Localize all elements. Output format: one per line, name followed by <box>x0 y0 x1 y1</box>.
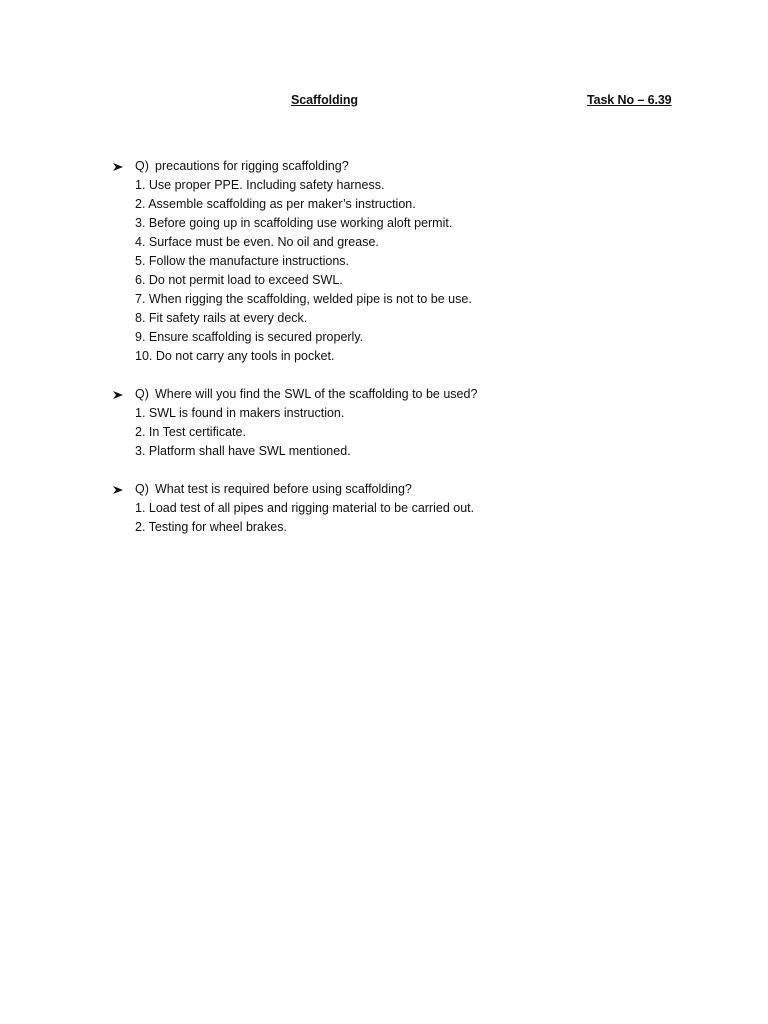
answer-item: 3. Platform shall have SWL mentioned. <box>135 444 351 458</box>
answer-item: 1. Load test of all pipes and rigging material to be carried out. <box>135 501 475 515</box>
question-text: precautions for rigging scaffolding? <box>155 159 349 173</box>
answer-item: 3. Before going up in scaffolding use working aloft permit. <box>135 216 453 230</box>
answer-item: 6. Do not permit load to exceed SWL. <box>135 273 343 287</box>
task-number: Task No – 6.39 <box>587 93 672 107</box>
question-label: Q) <box>135 482 149 496</box>
question-label: Q) <box>135 159 149 173</box>
answer-item: 7. When rigging the scaffolding, welded pipe is not to be use. <box>135 292 472 306</box>
answer-item: 2. Testing for wheel brakes. <box>135 520 287 534</box>
answer-list <box>113 499 713 537</box>
question-label: Q) <box>135 387 149 401</box>
question-row <box>113 480 713 499</box>
answer-item: 10. Do not carry any tools in pocket. <box>135 349 335 363</box>
answer-item: 9. Ensure scaffolding is secured properly. <box>135 330 364 344</box>
page-title: Scaffolding <box>291 93 358 107</box>
qa-content <box>113 157 713 556</box>
answer-item: 1. SWL is found in makers instruction. <box>135 406 345 420</box>
answer-item: 5. Follow the manufacture instructions. <box>135 254 349 268</box>
answer-list <box>113 404 713 461</box>
qa-section <box>113 157 713 366</box>
qa-section <box>113 480 713 537</box>
qa-section <box>113 385 713 461</box>
answer-list <box>113 176 713 366</box>
answer-item: 2. Assemble scaffolding as per maker’s instruction. <box>135 197 416 211</box>
answer-item: 8. Fit safety rails at every deck. <box>135 311 308 325</box>
arrowhead-bullet-icon <box>113 480 125 499</box>
answer-item: 1. Use proper PPE. Including safety harness. <box>135 178 385 192</box>
arrowhead-bullet-icon <box>113 157 125 176</box>
question-text: What test is required before using scaffolding? <box>155 482 412 496</box>
arrowhead-bullet-icon <box>113 385 125 404</box>
question-row <box>113 385 713 404</box>
question-row <box>113 157 713 176</box>
question-text: Where will you find the SWL of the scaffolding to be used? <box>155 387 478 401</box>
answer-item: 2. In Test certificate. <box>135 425 246 439</box>
answer-item: 4. Surface must be even. No oil and grease. <box>135 235 379 249</box>
